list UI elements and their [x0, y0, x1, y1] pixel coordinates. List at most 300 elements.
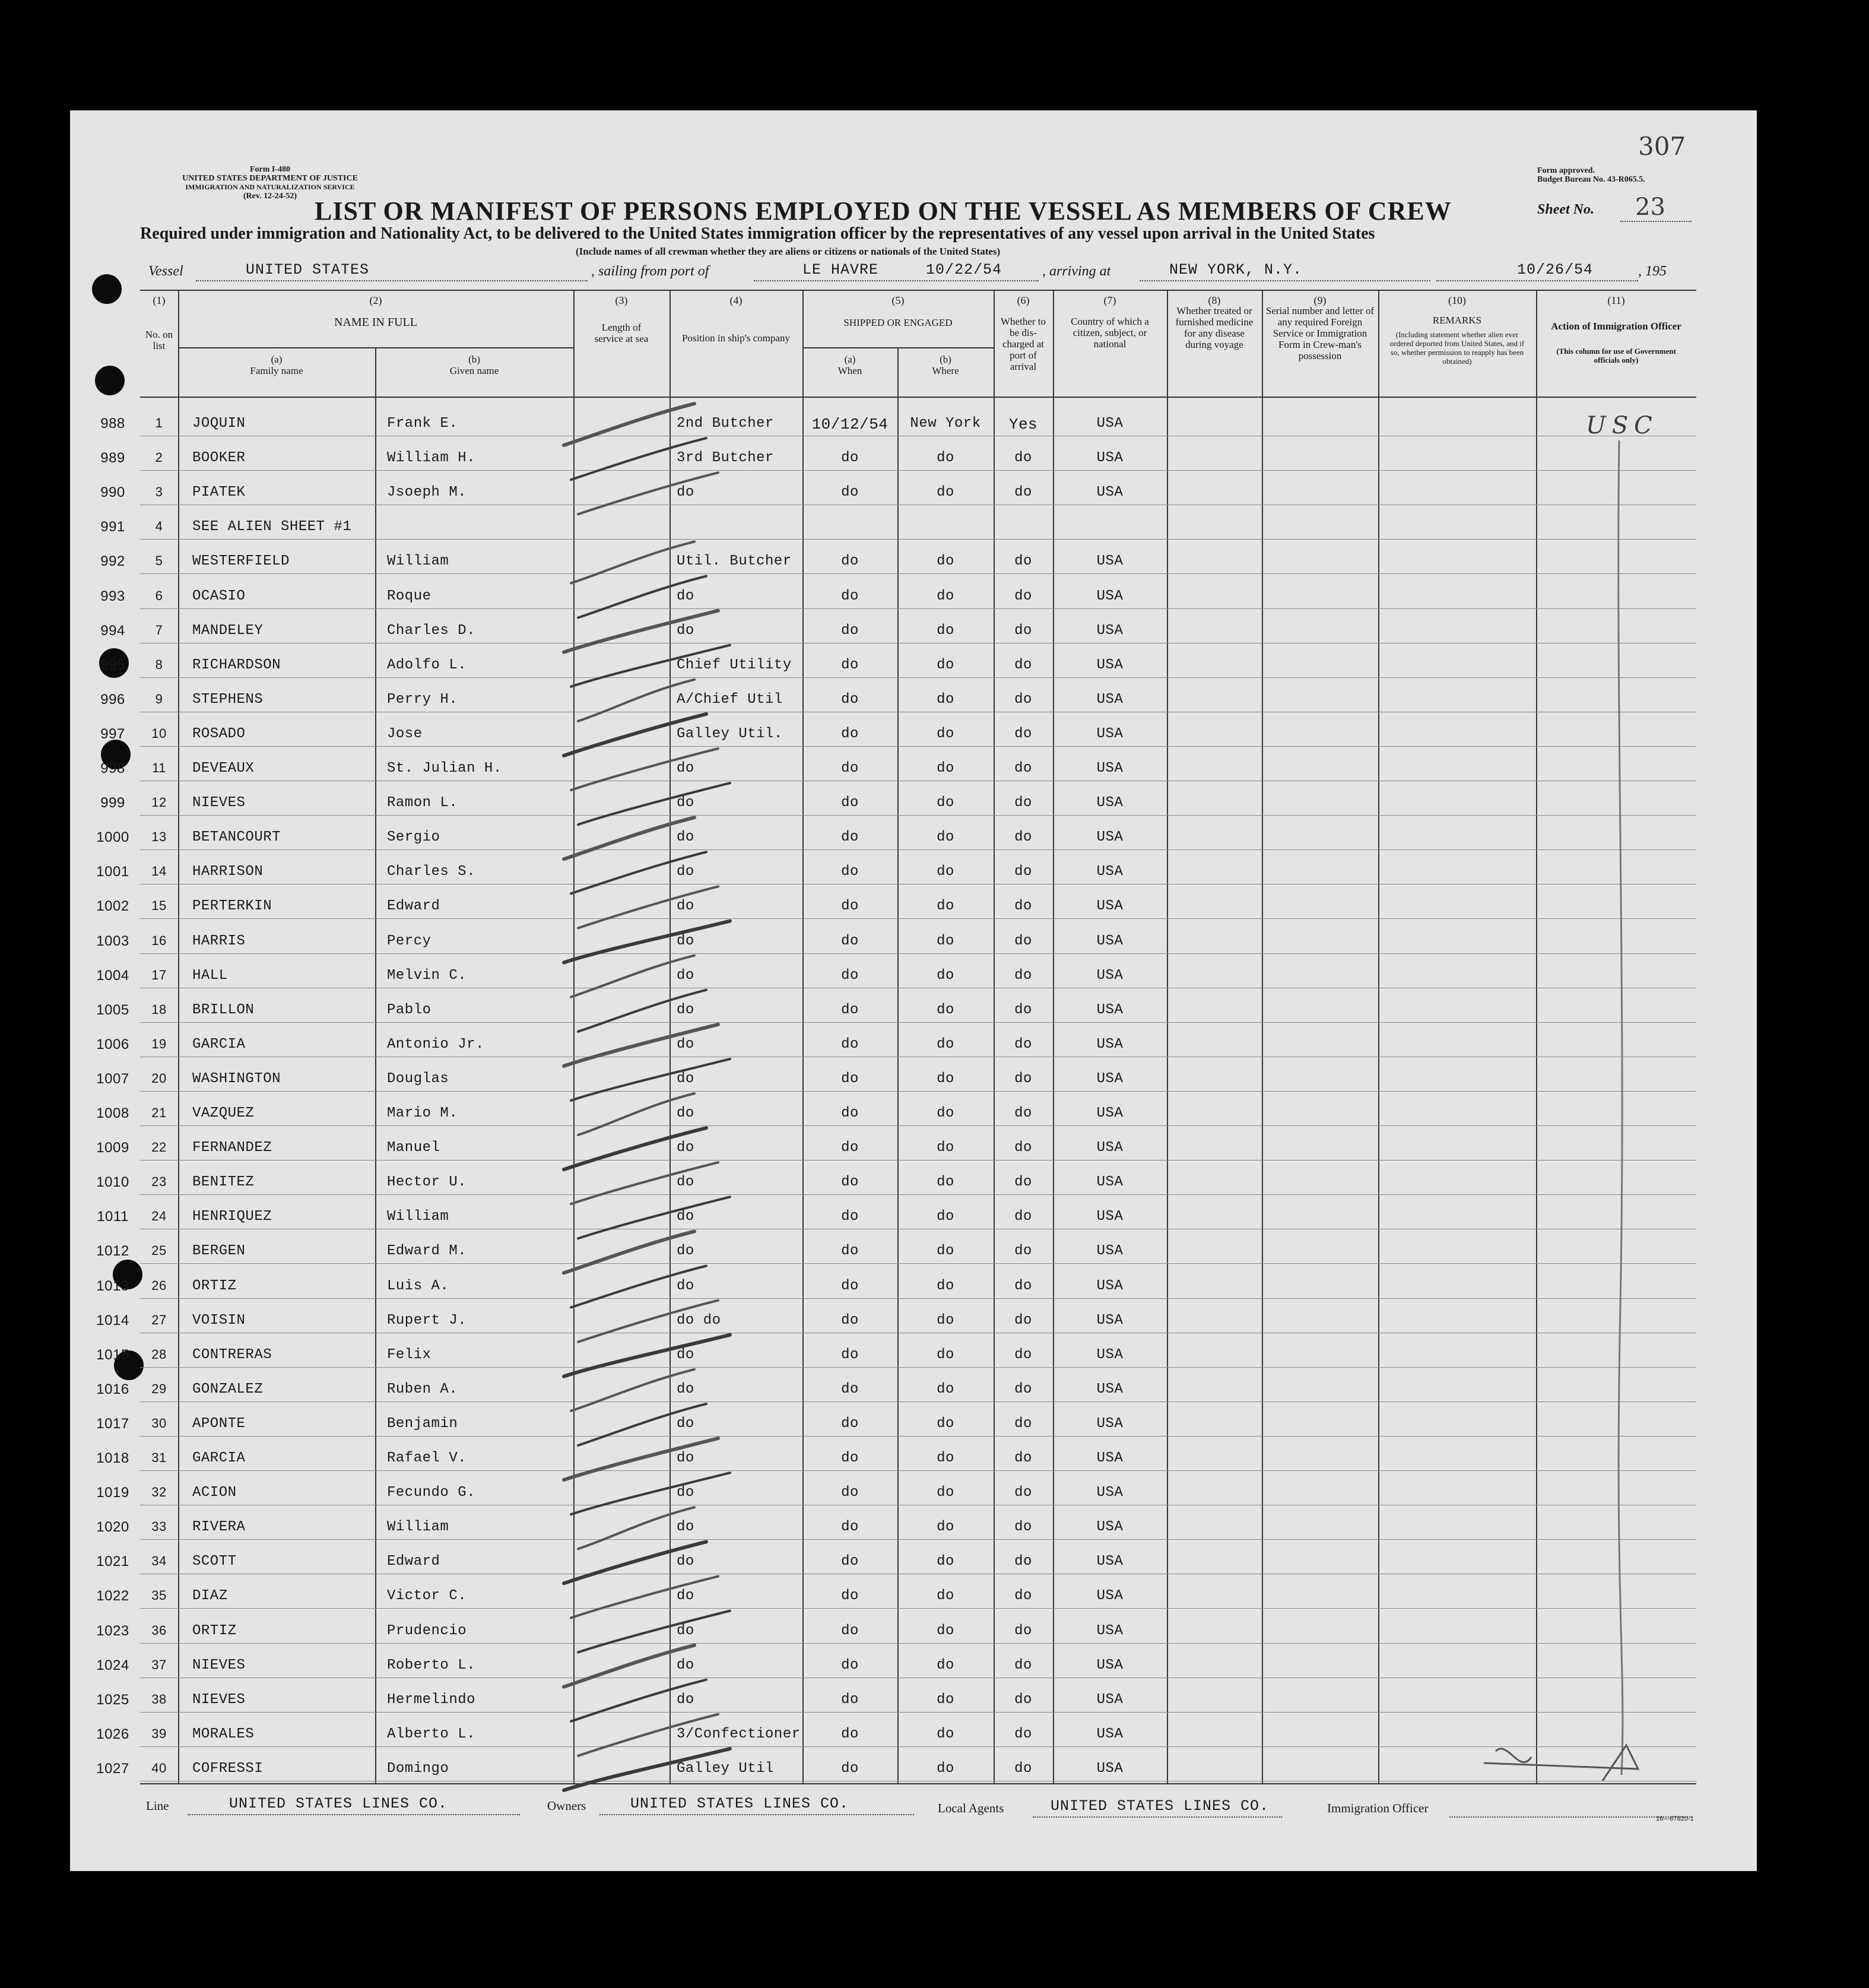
given-name: Melvin C. [387, 967, 467, 984]
given-name: Fecundo G. [387, 1485, 476, 1501]
position: do [677, 1553, 694, 1570]
list-number: 29 [151, 1381, 167, 1396]
shipped-where: do [937, 1381, 954, 1397]
line-company: UNITED STATES LINES CO. [229, 1795, 448, 1812]
shipped-where: do [937, 1760, 954, 1777]
country: USA [1096, 1519, 1124, 1536]
row-rule [140, 608, 1696, 609]
owners-company: UNITED STATES LINES CO. [630, 1795, 849, 1812]
shipped-when: do [841, 1312, 859, 1328]
col10-header: REMARKS [1432, 315, 1482, 326]
discharged: do [1014, 760, 1032, 776]
shipped-where: do [937, 725, 954, 742]
given-name: Jsoeph M. [387, 484, 467, 501]
discharged: do [1014, 450, 1032, 467]
position: do [677, 829, 694, 846]
list-number: 4 [155, 519, 163, 534]
margin-serial: 999 [100, 795, 125, 811]
col2a-header: (a) Family name [250, 354, 303, 376]
row-rule [140, 1436, 1696, 1437]
shipped-when: do [841, 1381, 859, 1397]
shipped-when: do [841, 1346, 859, 1363]
position: do [677, 1485, 694, 1501]
given-name: William [387, 1209, 449, 1225]
position: do [677, 1105, 694, 1121]
family-name: HENRIQUEZ [192, 1209, 272, 1225]
given-name: Ruben A. [387, 1381, 458, 1397]
country: USA [1096, 1622, 1124, 1639]
table-header-border [140, 397, 1696, 398]
margin-serial: 998 [100, 760, 125, 776]
shipped-where: do [937, 553, 954, 570]
given-name: Sergio [387, 829, 440, 846]
family-name: APONTE [192, 1415, 246, 1432]
given-name: St. Julian H. [387, 760, 502, 776]
row-rule [140, 1539, 1696, 1540]
family-name: PERTERKIN [192, 898, 272, 915]
family-name: BERGEN [192, 1243, 246, 1260]
family-name: BRILLON [192, 1001, 255, 1018]
margin-serial: 991 [100, 519, 125, 535]
position: A/Chief Util [677, 691, 783, 708]
country: USA [1096, 622, 1124, 639]
discharged: do [1014, 1209, 1032, 1225]
row-rule [140, 1091, 1696, 1092]
given-name: Adolfo L. [387, 657, 467, 673]
discharged: do [1014, 829, 1032, 846]
discharged: do [1014, 898, 1032, 915]
position: Util. Butcher [677, 553, 792, 570]
shipped-when: do [841, 1450, 859, 1466]
shipped-where: do [937, 1140, 954, 1156]
family-name: CONTRERAS [192, 1346, 272, 1363]
row-rule [140, 677, 1696, 678]
margin-serial: 1000 [96, 829, 129, 846]
date-from: 10/22/54 [926, 261, 1002, 278]
shipped-when: do [841, 864, 859, 880]
shipped-where: do [937, 898, 954, 915]
shipped-when: do [841, 1140, 859, 1156]
family-name: FERNANDEZ [192, 1140, 272, 1156]
vessel-label: Vessel [148, 264, 183, 279]
line-underline [188, 1814, 520, 1815]
shipped-when: do [841, 898, 859, 915]
given-name: Perry H. [387, 691, 458, 708]
name-subheader-line [178, 347, 573, 348]
row-rule [140, 1643, 1696, 1644]
col5-header: SHIPPED OR ENGAGED [843, 317, 953, 328]
margin-serial: 1014 [96, 1312, 129, 1328]
shipped-where: do [937, 967, 954, 984]
country: USA [1096, 1691, 1124, 1708]
list-number: 27 [151, 1312, 167, 1327]
discharged: do [1014, 1070, 1032, 1087]
col2-header: NAME IN FULL [334, 316, 417, 329]
col-divider [178, 290, 179, 1783]
position: do [677, 1277, 694, 1294]
country: USA [1096, 588, 1124, 604]
margin-serial: 994 [100, 622, 125, 639]
shipped-when: do [841, 1485, 859, 1501]
shipped-where: do [937, 1588, 954, 1605]
row-rule [140, 1022, 1696, 1023]
position: do [677, 1346, 694, 1363]
given-name: Ramon L. [387, 795, 458, 811]
given-name: Charles D. [387, 622, 476, 639]
given-name: Douglas [387, 1070, 449, 1087]
position: do [677, 898, 694, 915]
col9-header: Serial number and letter of any required Foreign Service or Immigration Form in Crew-man's possession [1265, 305, 1375, 362]
list-number: 26 [151, 1277, 167, 1293]
position: Chief Utility [677, 657, 792, 673]
position: do [677, 933, 694, 949]
position: Galley Util. [677, 725, 783, 742]
shipped-where: do [937, 484, 954, 501]
country: USA [1096, 1588, 1124, 1605]
port-to-line [1140, 280, 1430, 281]
discharged: do [1014, 1312, 1032, 1328]
margin-serial: 1017 [96, 1415, 129, 1432]
country: USA [1096, 1140, 1124, 1156]
given-name: Pablo [387, 1001, 431, 1018]
shipped-when: do [841, 933, 859, 949]
shipped-when: do [841, 622, 859, 639]
list-number: 32 [151, 1485, 167, 1500]
row-rule [140, 1746, 1696, 1747]
discharged: do [1014, 484, 1032, 501]
row-rule [140, 573, 1696, 574]
col-divider [1378, 290, 1379, 1783]
col5-number: (5) [891, 294, 905, 306]
position: 2nd Butcher [677, 416, 774, 432]
vessel-line [196, 280, 588, 281]
list-number: 10 [151, 725, 167, 741]
list-number: 40 [151, 1760, 167, 1775]
list-number: 9 [155, 691, 163, 706]
col-divider [1536, 290, 1537, 1783]
shipped-where: do [937, 933, 954, 949]
position: do [677, 1001, 694, 1018]
shipped-where: do [937, 1105, 954, 1121]
family-name: NIEVES [192, 1657, 246, 1673]
position: do [677, 1622, 694, 1639]
list-number: 18 [151, 1001, 167, 1017]
list-number: 19 [151, 1036, 167, 1051]
shipped-where: do [937, 622, 954, 639]
discharged: do [1014, 1726, 1032, 1742]
row-rule [140, 1608, 1696, 1609]
port-from-line [754, 280, 1039, 281]
agents-company: UNITED STATES LINES CO. [1051, 1797, 1270, 1815]
country: USA [1096, 484, 1124, 501]
list-number: 7 [155, 622, 163, 638]
given-name: Mario M. [387, 1105, 458, 1121]
margin-serial: 1026 [96, 1726, 129, 1742]
family-name: MANDELEY [192, 622, 264, 639]
family-name: MORALES [192, 1726, 255, 1742]
shipped-when: do [841, 1243, 859, 1260]
list-number: 36 [151, 1622, 167, 1638]
margin-serial: 997 [100, 725, 125, 742]
row-rule [140, 918, 1696, 919]
discharged: do [1014, 864, 1032, 880]
shipped-where: do [937, 760, 954, 776]
col5a-header: (a) When [837, 354, 862, 376]
position: do [677, 864, 694, 880]
date-to-line [1436, 280, 1638, 281]
country: USA [1096, 795, 1124, 811]
discharged: do [1014, 967, 1032, 984]
position: do [677, 1140, 694, 1156]
action-note: USC [1586, 412, 1658, 439]
given-name: Manuel [387, 1140, 440, 1156]
list-number: 35 [151, 1588, 167, 1603]
country: USA [1096, 1070, 1124, 1087]
row-rule [140, 815, 1696, 816]
date-to: 10/26/54 [1517, 261, 1594, 278]
discharged: do [1014, 1346, 1032, 1363]
list-number: 25 [151, 1243, 167, 1258]
agents-label: Local Agents [938, 1801, 1004, 1815]
list-number: 24 [151, 1209, 167, 1224]
position: do [677, 484, 694, 501]
shipped-when: do [841, 588, 859, 604]
position: do [677, 795, 694, 811]
discharged: do [1014, 1485, 1032, 1501]
vessel-name: UNITED STATES [246, 261, 370, 278]
family-name: ACION [192, 1485, 237, 1501]
country: USA [1096, 657, 1124, 673]
print-code: 16—67820-1 [1656, 1815, 1694, 1822]
country: USA [1096, 1726, 1124, 1742]
position: do [677, 1691, 694, 1708]
given-name: Edward M. [387, 1243, 467, 1260]
row-rule [140, 1298, 1696, 1299]
agents-underline [1033, 1816, 1282, 1818]
page-instruction: (Include names of all crewman whether they are aliens or citizens or nationals of the United States) [576, 246, 1001, 257]
family-name: STEPHENS [192, 691, 264, 708]
family-name: DEVEAUX [192, 760, 255, 776]
given-name: Rafael V. [387, 1450, 467, 1466]
shipped-when: do [841, 1277, 859, 1294]
margin-serial: 1021 [96, 1553, 129, 1570]
family-name: ORTIZ [192, 1277, 237, 1294]
col1-number: (1) [153, 294, 166, 306]
family-name: BENITEZ [192, 1174, 255, 1191]
sheet-number: 23 [1635, 194, 1665, 221]
shipped-when: do [841, 1001, 859, 1018]
form-approval [1537, 166, 1645, 184]
family-name: PIATEK [192, 484, 246, 501]
list-number: 12 [151, 795, 167, 810]
country: USA [1096, 1243, 1124, 1260]
country: USA [1096, 760, 1124, 776]
given-name: Charles S. [387, 864, 476, 880]
sheet-label: Sheet No. [1537, 202, 1594, 217]
budget-bureau: Budget Bureau No. 43-R065.5. [1537, 175, 1645, 184]
margin-serial: 1010 [96, 1174, 129, 1191]
country: USA [1096, 1485, 1124, 1501]
discharged: do [1014, 588, 1032, 604]
shipped-where: do [937, 588, 954, 604]
country: USA [1096, 1312, 1124, 1328]
position: Galley Util [677, 1760, 774, 1777]
shipped-where: do [937, 1036, 954, 1052]
list-number: 14 [151, 864, 167, 879]
given-name: Edward [387, 898, 440, 915]
position: do [677, 967, 694, 984]
approval-line: Form approved. [1537, 166, 1595, 175]
shipped-where: do [937, 829, 954, 846]
position: do [677, 1588, 694, 1605]
margin-serial: 1006 [96, 1036, 129, 1052]
margin-serial: 1025 [96, 1691, 129, 1708]
shipped-when: do [841, 829, 859, 846]
list-number: 6 [155, 588, 163, 603]
position: 3rd Butcher [677, 450, 774, 467]
list-number: 37 [151, 1657, 167, 1672]
port-from: LE HAVRE [802, 261, 879, 278]
given-name: Benjamin [387, 1415, 458, 1432]
shipped-where: do [937, 1657, 954, 1673]
position: do [677, 622, 694, 639]
given-name: Antonio Jr. [387, 1036, 484, 1052]
list-number: 8 [155, 657, 163, 672]
row-rule [140, 1367, 1696, 1368]
shipped-where: do [937, 450, 954, 467]
discharged: do [1014, 1174, 1032, 1191]
shipped-where: do [937, 1070, 954, 1087]
col5b-header: (b) Where [932, 354, 959, 376]
family-name: OCASIO [192, 588, 246, 604]
discharged: do [1014, 1036, 1032, 1052]
discharged: do [1014, 1277, 1032, 1294]
given-name: William [387, 1519, 449, 1536]
list-number: 34 [151, 1553, 167, 1569]
family-name: VOISIN [192, 1312, 246, 1328]
country: USA [1096, 1415, 1124, 1432]
family-name: ORTIZ [192, 1622, 237, 1639]
discharged: do [1014, 725, 1032, 742]
family-name: SEE ALIEN SHEET #1 [192, 519, 352, 535]
row-rule [140, 1470, 1696, 1471]
country: USA [1096, 553, 1124, 570]
margin-serial: 1005 [96, 1001, 129, 1018]
discharged: Yes [1008, 416, 1038, 433]
col11-header: Action of Immigration Officer [1551, 321, 1681, 332]
country: USA [1096, 1553, 1124, 1570]
col1-header: No. on list [145, 329, 173, 351]
shipped-where: do [937, 1243, 954, 1260]
line-label: Line [146, 1799, 169, 1813]
discharged: do [1014, 795, 1032, 811]
margin-serial: 1004 [96, 967, 129, 984]
family-name: GARCIA [192, 1036, 246, 1052]
family-name: ROSADO [192, 725, 246, 742]
given-name: Edward [387, 1553, 440, 1570]
arriving-label: , arriving at [1042, 264, 1111, 279]
col7-number: (7) [1103, 294, 1116, 306]
family-name: COFRESSI [192, 1760, 264, 1777]
sheet-number-line [1620, 221, 1692, 222]
position: do [677, 1209, 694, 1225]
list-number: 28 [151, 1346, 167, 1362]
punch-hole [95, 366, 125, 395]
given-name: Jose [387, 725, 423, 742]
country: USA [1096, 1001, 1124, 1018]
given-name: Alberto L. [387, 1726, 476, 1742]
list-number: 15 [151, 898, 167, 914]
col6-number: (6) [1017, 294, 1030, 306]
col7-header: Country of which a citizen, subject, or national [1071, 316, 1149, 350]
margin-serial: 1008 [96, 1105, 129, 1121]
family-name: BOOKER [192, 450, 246, 467]
discharged: do [1014, 691, 1032, 708]
row-rule [140, 470, 1696, 471]
page-subtitle: Required under immigration and Nationality Act, to be delivered to the United States immigration officer by the representatives of any vessel upon arrival in the United States [140, 224, 1375, 243]
shipped-where: do [937, 1209, 954, 1225]
table-bottom-border [140, 1783, 1696, 1784]
margin-serial: 990 [100, 484, 125, 501]
position: do [677, 1381, 694, 1397]
position: 3/Confectioner [677, 1726, 801, 1742]
shipped-when: do [841, 1691, 859, 1708]
row-rule [140, 1194, 1696, 1195]
shipped-when: do [841, 1622, 859, 1639]
col9-number: (9) [1313, 294, 1327, 306]
col8-number: (8) [1208, 294, 1221, 306]
col6-header: Whether to be dis-charged at port of arrival [1001, 316, 1046, 372]
shipped-when: do [841, 1105, 859, 1121]
list-number: 31 [151, 1450, 167, 1465]
given-name: Prudencio [387, 1622, 467, 1639]
discharged: do [1014, 1553, 1032, 1570]
margin-serial: 989 [100, 450, 125, 467]
list-number: 20 [151, 1070, 167, 1086]
shipped-where: do [937, 1553, 954, 1570]
margin-serial: 1018 [96, 1450, 129, 1466]
position: do [677, 1450, 694, 1466]
col3-header: Length of service at sea [594, 322, 649, 344]
col10-note: (Including statement whether alien ever ordered deported from United States, and if so, whether permission to reapply has been obtained) [1389, 330, 1525, 366]
country: USA [1096, 416, 1124, 432]
given-name: Domingo [387, 1760, 449, 1777]
col2b-header: (b) Given name [449, 354, 499, 376]
list-number: 17 [151, 967, 167, 982]
shipped-when: do [841, 450, 859, 467]
row-rule [140, 953, 1696, 954]
country: USA [1096, 1346, 1124, 1363]
position: do [677, 1415, 694, 1432]
list-number: 21 [151, 1105, 167, 1120]
list-number: 23 [151, 1174, 167, 1190]
shipped-where: New York [910, 416, 981, 432]
shipped-subheader-line [802, 347, 994, 348]
shipped-where: do [937, 1485, 954, 1501]
given-name: Hermelindo [387, 1691, 476, 1708]
position: do [677, 1657, 694, 1673]
family-name: WESTERFIELD [192, 553, 290, 570]
shipped-when: do [841, 1553, 859, 1570]
shipped-where: do [937, 1312, 954, 1328]
margin-serial: 1011 [97, 1209, 129, 1225]
discharged: do [1014, 1450, 1032, 1466]
shipped-when: do [841, 1519, 859, 1536]
shipped-when: do [841, 553, 859, 570]
country: USA [1096, 725, 1124, 742]
discharged: do [1014, 1105, 1032, 1121]
family-name: RIVERA [192, 1519, 246, 1536]
